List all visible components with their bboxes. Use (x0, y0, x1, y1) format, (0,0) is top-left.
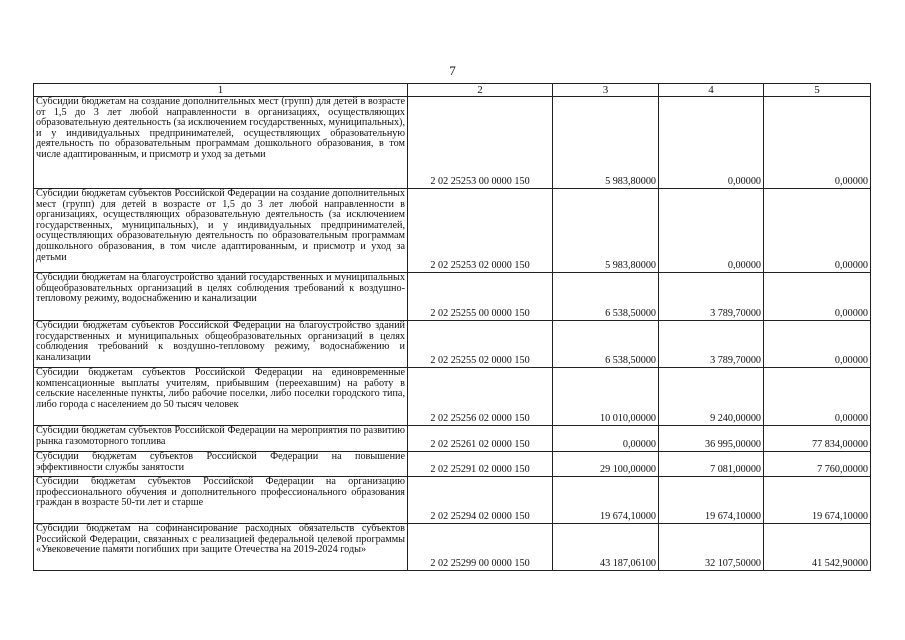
row-value-col3: 6 538,50000 (553, 273, 659, 321)
table-row (34, 452, 871, 477)
row-value-col3: 0,00000 (553, 426, 659, 452)
row-value-col4: 0,00000 (659, 189, 764, 273)
row-value-col4: 9 240,00000 (659, 368, 764, 426)
row-description: Субсидии бюджетам на создание дополнительных мест (групп) для детей в возрасте от 1,5 до 3 лет любой направленности в организациях, осуществляющих образовательную деятельность (за исключением государственных, муниципальных), и у индивидуальных предпринимателей, осуществляющих образовательную деятельность по образовательным программам дошкольного образования, в том числе адаптированным, и присмотр и уход за детьми (34, 97, 408, 189)
table-row (34, 97, 871, 189)
row-value-col4: 3 789,70000 (659, 273, 764, 321)
column-header-2: 2 (408, 84, 553, 97)
row-description: Субсидии бюджетам субъектов Российской Федерации на мероприятия по развитию рынка газомоторного топлива (34, 426, 408, 452)
row-value-col4: 32 107,50000 (659, 524, 764, 571)
table-row (34, 321, 871, 368)
row-value-col5: 0,00000 (764, 189, 871, 273)
row-value-col5: 41 542,90000 (764, 524, 871, 571)
column-header-4: 4 (659, 84, 764, 97)
row-budget-code: 2 02 25261 02 0000 150 (408, 426, 553, 452)
row-value-col3: 29 100,00000 (553, 452, 659, 477)
row-budget-code: 2 02 25253 00 0000 150 (408, 97, 553, 189)
row-value-col3: 10 010,00000 (553, 368, 659, 426)
row-value-col3: 5 983,80000 (553, 189, 659, 273)
row-value-col4: 3 789,70000 (659, 321, 764, 368)
row-value-col5: 0,00000 (764, 97, 871, 189)
table-header-row (34, 84, 871, 97)
row-value-col4: 36 995,00000 (659, 426, 764, 452)
budget-table (33, 83, 871, 571)
row-value-col3: 43 187,06100 (553, 524, 659, 571)
row-value-col5: 19 674,10000 (764, 477, 871, 524)
row-budget-code: 2 02 25294 02 0000 150 (408, 477, 553, 524)
row-description: Субсидии бюджетам субъектов Российской Федерации на единовременные компенсационные выплаты учителям, прибывшим (переехавшим) на работу в сельские населенные пункты, либо рабочие поселки, либо поселки городского типа, либо города с населением до 50 тысяч человек (34, 368, 408, 426)
row-value-col5: 7 760,00000 (764, 452, 871, 477)
column-header-3: 3 (553, 84, 659, 97)
row-budget-code: 2 02 25255 02 0000 150 (408, 321, 553, 368)
row-value-col5: 77 834,00000 (764, 426, 871, 452)
row-value-col3: 5 983,80000 (553, 97, 659, 189)
table-row (34, 189, 871, 273)
table-row (34, 426, 871, 452)
row-description: Субсидии бюджетам субъектов Российской Федерации на повышение эффективности службы занятости (34, 452, 408, 477)
table-row (34, 368, 871, 426)
row-description: Субсидии бюджетам субъектов Российской Федерации на создание дополнительных мест (групп) для детей в возрасте от 1,5 до 3 лет любой направленности в организациях, осуществляющих образовательную деятельность (за исключением государственных, муниципальных), и у индивидуальных предпринимателей, осуществляющих образовательную деятельность по образовательным программам дошкольного образования, в том числе адаптированным, и присмотр и уход за детьми (34, 189, 408, 273)
row-description: Субсидии бюджетам субъектов Российской Федерации на благоустройство зданий государственных и муниципальных общеобразовательных организаций в целях соблюдения требований к воздушно-тепловому режиму, водоснабжению и канализации (34, 321, 408, 368)
row-description: Субсидии бюджетам субъектов Российской Федерации на организацию профессионального обучения и дополнительного профессионального образования граждан в возрасте 50-ти лет и старше (34, 477, 408, 524)
column-header-1: 1 (34, 84, 408, 97)
table-row (34, 273, 871, 321)
column-header-5: 5 (764, 84, 871, 97)
row-budget-code: 2 02 25253 02 0000 150 (408, 189, 553, 273)
row-value-col5: 0,00000 (764, 273, 871, 321)
row-description: Субсидии бюджетам на благоустройство зданий государственных и муниципальных общеобразовательных организаций в целях соблюдения требований к воздушно-тепловому режиму, водоснабжению и канализации (34, 273, 408, 321)
table-row (34, 524, 871, 571)
row-budget-code: 2 02 25299 00 0000 150 (408, 524, 553, 571)
table-row (34, 477, 871, 524)
row-budget-code: 2 02 25291 02 0000 150 (408, 452, 553, 477)
row-description: Субсидии бюджетам на софинансирование расходных обязательств субъектов Российской Федерации, связанных с реализацией федеральной целевой программы «Увековечение памяти погибших при защите Отечества на 2019-2024 годы» (34, 524, 408, 571)
row-budget-code: 2 02 25255 00 0000 150 (408, 273, 553, 321)
row-value-col4: 0,00000 (659, 97, 764, 189)
page-number: 7 (449, 63, 456, 78)
row-value-col5: 0,00000 (764, 321, 871, 368)
row-value-col3: 6 538,50000 (553, 321, 659, 368)
row-budget-code: 2 02 25256 02 0000 150 (408, 368, 553, 426)
row-value-col4: 19 674,10000 (659, 477, 764, 524)
row-value-col5: 0,00000 (764, 368, 871, 426)
row-value-col4: 7 081,00000 (659, 452, 764, 477)
row-value-col3: 19 674,10000 (553, 477, 659, 524)
